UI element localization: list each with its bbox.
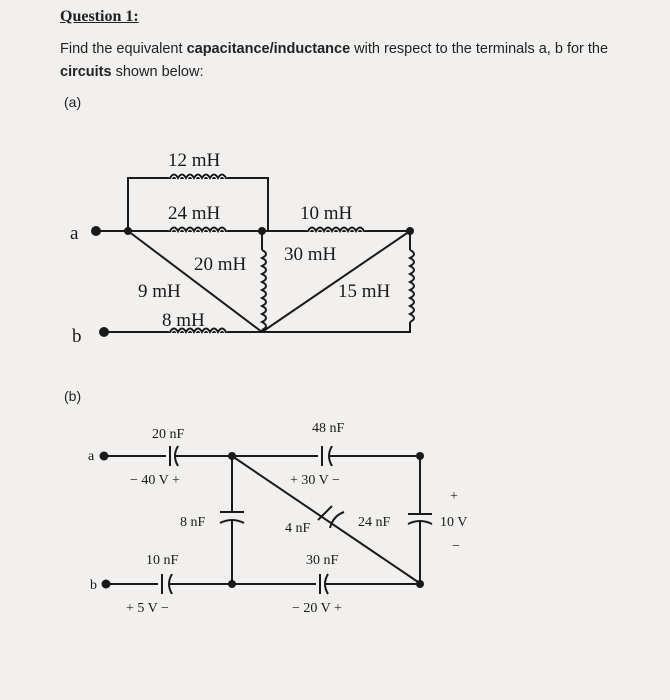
- part-b-label: (b): [64, 388, 82, 404]
- prompt-text-3: shown below:: [111, 64, 204, 80]
- inductor-8mH-label: 8 mH: [162, 310, 205, 331]
- prompt-bold-1: capacitance/inductance: [186, 41, 351, 57]
- cap-10nF-label: 10 nF: [146, 553, 179, 568]
- inductor-12mH-label: 12 mH: [168, 150, 221, 171]
- a-terminal-label: a: [70, 223, 79, 244]
- cap-8nF-label: 8 nF: [180, 515, 206, 530]
- voltage-30V-label: + 30 V −: [290, 473, 340, 488]
- prompt-text-2: with respect to the terminals a, b for the: [350, 41, 609, 57]
- cap-4nF-label: 4 nF: [285, 521, 311, 536]
- inductor-15mH-label: 15 mH: [338, 281, 391, 302]
- inductor-20mH-label: 20 mH: [194, 254, 247, 275]
- cap-20nF-label: 20 nF: [152, 427, 185, 442]
- voltage-5V-label: + 5 V −: [126, 601, 169, 616]
- question-heading: Question 1:: [60, 8, 139, 25]
- voltage-10V-plus: +: [450, 489, 458, 504]
- voltage-10V-label: 10 V: [440, 515, 468, 530]
- cap-30nF-label: 30 nF: [306, 553, 339, 568]
- b-terminal-label: b: [72, 326, 82, 347]
- b-circuit-b-terminal: b: [90, 578, 97, 593]
- inductor-30mH-label: 30 mH: [284, 244, 337, 265]
- b-circuit-a-terminal: a: [88, 449, 95, 464]
- part-a-label: (a): [64, 94, 82, 110]
- voltage-20V-label: − 20 V +: [292, 601, 342, 616]
- prompt-text-1: Find the equivalent: [60, 41, 187, 57]
- voltage-40V-label: − 40 V +: [130, 473, 180, 488]
- cap-24nF-label: 24 nF: [358, 515, 391, 530]
- inductor-24mH-label: 24 mH: [168, 203, 221, 224]
- prompt-bold-2: circuits: [60, 64, 112, 80]
- inductor-9mH-label: 9 mH: [138, 281, 181, 302]
- voltage-10V-minus: −: [452, 539, 460, 554]
- inductor-10mH-label: 10 mH: [300, 203, 353, 224]
- cap-48nF-label: 48 nF: [312, 421, 345, 436]
